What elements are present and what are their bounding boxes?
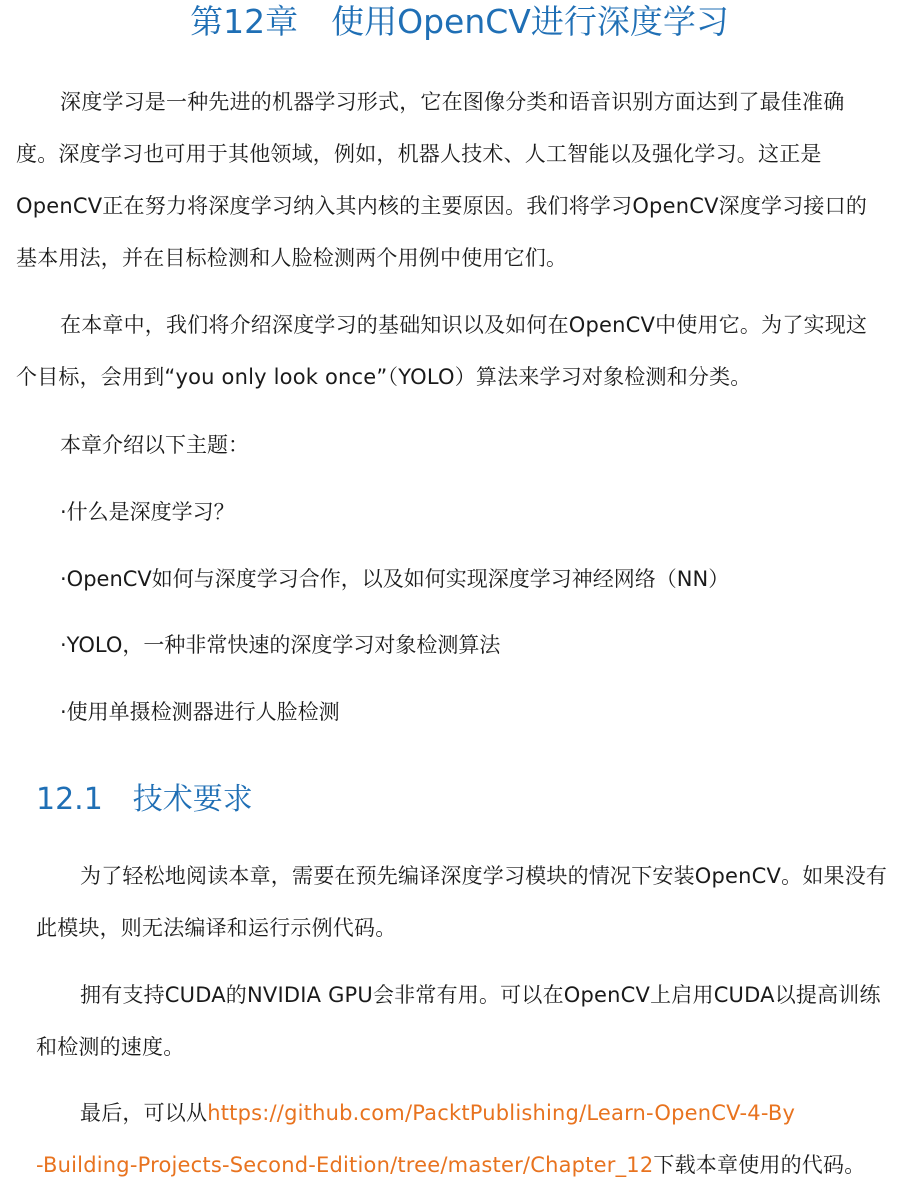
topic-list-item: ·使用单摄检测器进行人脸检测 xyxy=(60,700,340,724)
section-paragraph-3 xyxy=(36,1087,898,1191)
section-paragraph-2: 拥有支持CUDA的NVIDIA GPU会非常有用。可以在OpenCV上启用CUDA以提高训练和检测的速度。 xyxy=(36,983,881,1059)
link-line-1[interactable]: https://github.com/PacktPublishing/Learn-OpenCV-4-By xyxy=(207,1101,796,1125)
section-paragraph-1: 为了轻松地阅读本章，需要在预先编译深度学习模块的情况下安装OpenCV。如果没有此模块，则无法编译和运行示例代码。 xyxy=(36,864,888,940)
link-line-2[interactable]: -Building-Projects-Second-Edition/tree/master/Chapter_12 xyxy=(36,1153,654,1177)
download-prefix: 最后，可以从 xyxy=(80,1101,208,1125)
topic-list-item: ·什么是深度学习？ xyxy=(60,500,235,524)
intro-paragraph-2: 在本章中，我们将介绍深度学习的基础知识以及如何在OpenCV中使用它。为了实现这个目标，会用到“you only look once”（YOLO）算法来学习对象检测和分类。 xyxy=(16,313,868,389)
topics-lead-in: 本章介绍以下主题： xyxy=(60,433,249,457)
intro-paragraph-1: 深度学习是一种先进的机器学习形式，它在图像分类和语音识别方面达到了最佳准确度。深度学习也可用于其他领域，例如，机器人技术、人工智能以及强化学习。这正是OpenCV正在努力将深度学习纳入其内核的主要原因。我们将学习OpenCV深度学习接口的基本用法，并在目标检测和人脸检测两个用例中使用它们。 xyxy=(16,90,868,270)
download-suffix: 下载本章使用的代码。 xyxy=(653,1153,866,1177)
section-title: 12.1 技术要求 xyxy=(36,782,253,817)
topic-list-item: ·OpenCV如何与深度学习合作，以及如何实现深度学习神经网络（NN） xyxy=(60,567,730,591)
chapter-title: 第12章 使用OpenCV进行深度学习 xyxy=(190,2,729,41)
topic-list-item: ·YOLO，一种非常快速的深度学习对象检测算法 xyxy=(60,633,501,657)
